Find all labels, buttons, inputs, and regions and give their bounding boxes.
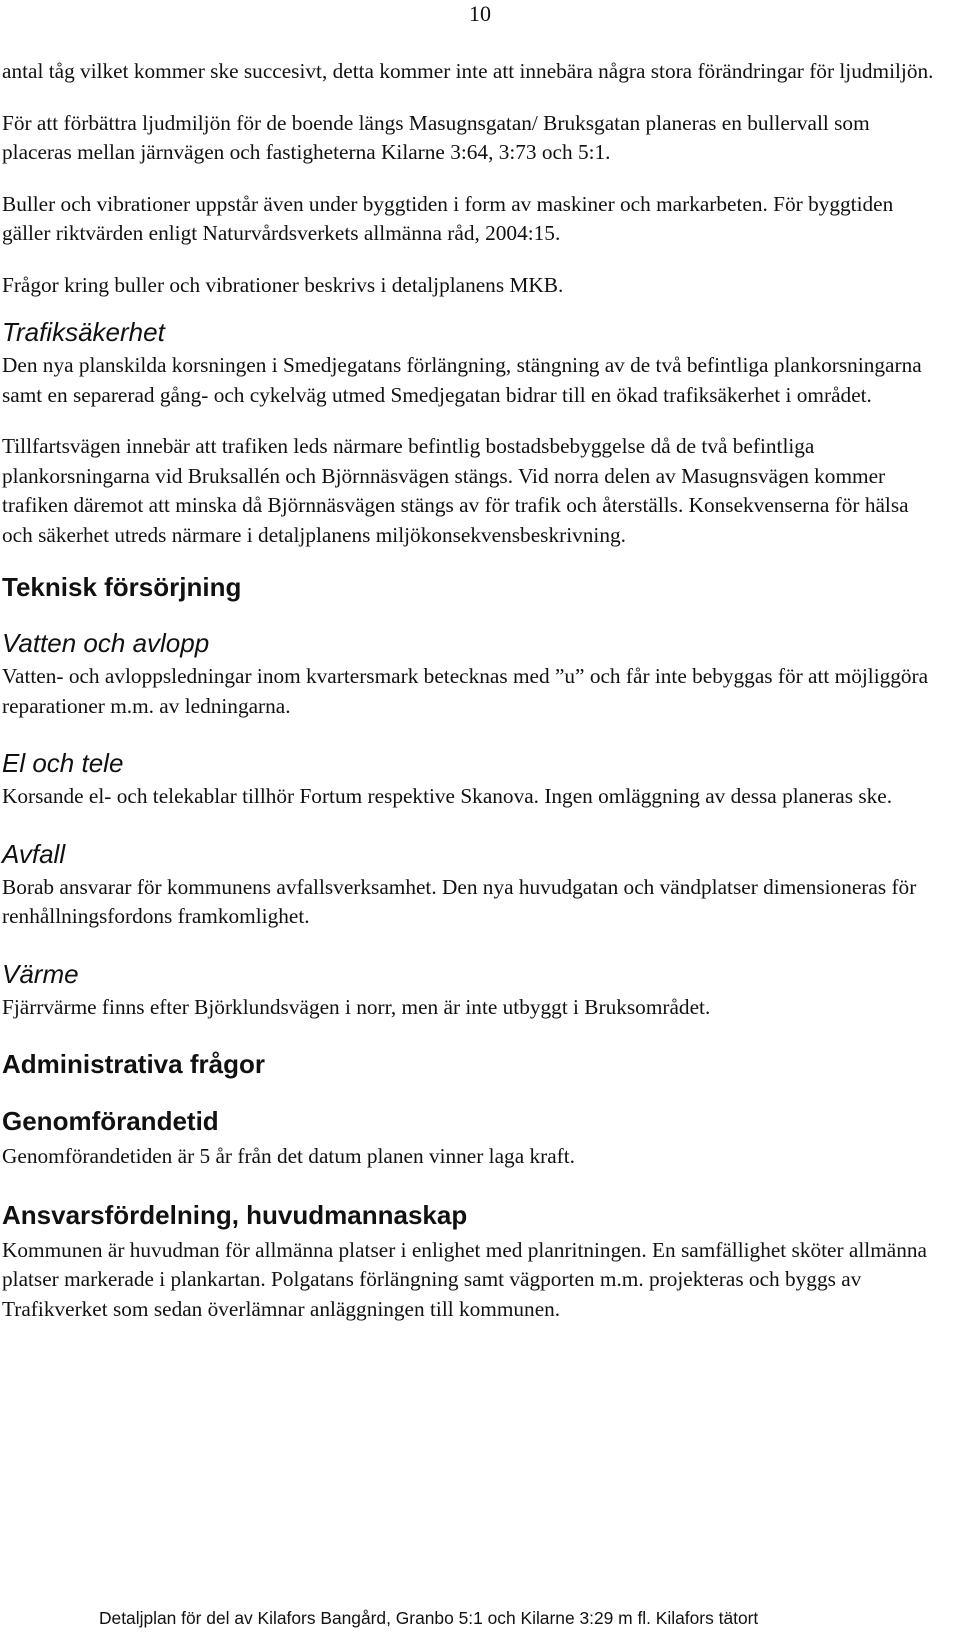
heading-vatten-och-avlopp: Vatten och avlopp <box>2 628 210 658</box>
paragraph-genomforandetid: Genomförandetiden är 5 år från det datum planen vinner laga kraft. <box>2 1144 575 1168</box>
paragraph-bullervall: För att förbättra ljudmiljön för de boende längs Masugnsgatan/ Bruksgatan planeras en bullervall som placeras mellan järnvägen och fastigheterna Kilarne 3:64, 3:73 och 5:1. <box>2 110 870 164</box>
document-body <box>2 57 942 1324</box>
heading-varme: Värme <box>2 958 79 989</box>
heading-genomforandetid: Genomförandetid <box>2 1106 219 1136</box>
heading-ansvarsfordelning: Ansvarsfördelning, huvudmannaskap <box>2 1199 468 1230</box>
paragraph-tillfartsvagen: Tillfartsvägen innebär att trafiken leds närmare befintlig bostadsbebyggelse då de två befintliga plankorsningarna vid Bruksallén och Björnnäsvägen stängs. Vid norra delen av Masugnsvägen kommer trafiken däremot att minska då Björnnäsvägen stängs av för trafik och återställs. Konsekvenserna för hälsa och säkerhet utreds närmare i detaljplanens miljökonsekvensbeskrivning. <box>2 434 909 547</box>
heading-avfall: Avfall <box>2 838 66 869</box>
paragraph-ansvarsfordelning: Kommunen är huvudman för allmänna platser i enlighet med planritningen. En samfällighet sköter allmänna platser markerade i plankartan. Polgatans förlängning samt vägporten m.m. projekteras och byggs av Trafikverket som sedan överlämnar anläggningen till kommunen. <box>2 1237 927 1321</box>
paragraph-buller-byggtid: Buller och vibrationer uppstår även under byggtiden i form av maskiner och markarbeten. För byggtiden gäller riktvärden enligt Naturvårdsverkets allmänna råd, 2004:15. <box>2 191 894 245</box>
heading-teknisk-forsorjning: Teknisk försörjning <box>2 572 242 602</box>
page-number: 10 <box>469 1 491 26</box>
paragraph-ljudmiljo-intro: antal tåg vilket kommer ske succesivt, detta kommer inte att innebära några stora förändringar för ljudmiljön. <box>2 59 934 83</box>
paragraph-el-tele: Korsande el- och telekablar tillhör Fortum respektive Skanova. Ingen omläggning av dessa planeras ske. <box>2 784 893 808</box>
paragraph-fragor-mkb: Frågor kring buller och vibrationer beskrivs i detaljplanens MKB. <box>2 272 564 297</box>
paragraph-avfall: Borab ansvarar för kommunens avfallsverksamhet. Den nya huvudgatan och vändplatser dimensioneras för renhållningsfordons framkomlighet. <box>2 874 917 928</box>
heading-trafiksakerhet: Trafiksäkerhet <box>2 317 165 347</box>
paragraph-varme: Fjärrvärme finns efter Björklundsvägen i norr, men är inte utbyggt i Bruksområdet. <box>2 994 711 1019</box>
paragraph-vatten-avlopp: Vatten- och avloppsledningar inom kvartersmark betecknas med ”u” och får inte bebyggas för att möjliggöra reparationer m.m. av ledningarna. <box>2 664 929 718</box>
page-footer: Detaljplan för del av Kilafors Bangård, Granbo 5:1 och Kilarne 3:29 m fl. Kilafors tätort <box>99 1608 759 1628</box>
heading-administrativa-fragor: Administrativa frågor <box>2 1049 265 1079</box>
heading-el-och-tele: El och tele <box>2 748 124 778</box>
paragraph-planskild-korsning: Den nya planskilda korsningen i Smedjegatans förlängning, stängning av de två befintliga plankorsningarna samt en separerad gång- och cykelväg utmed Smedjegatan bidrar till en ökad trafiksäkerhet i området. <box>2 353 922 407</box>
